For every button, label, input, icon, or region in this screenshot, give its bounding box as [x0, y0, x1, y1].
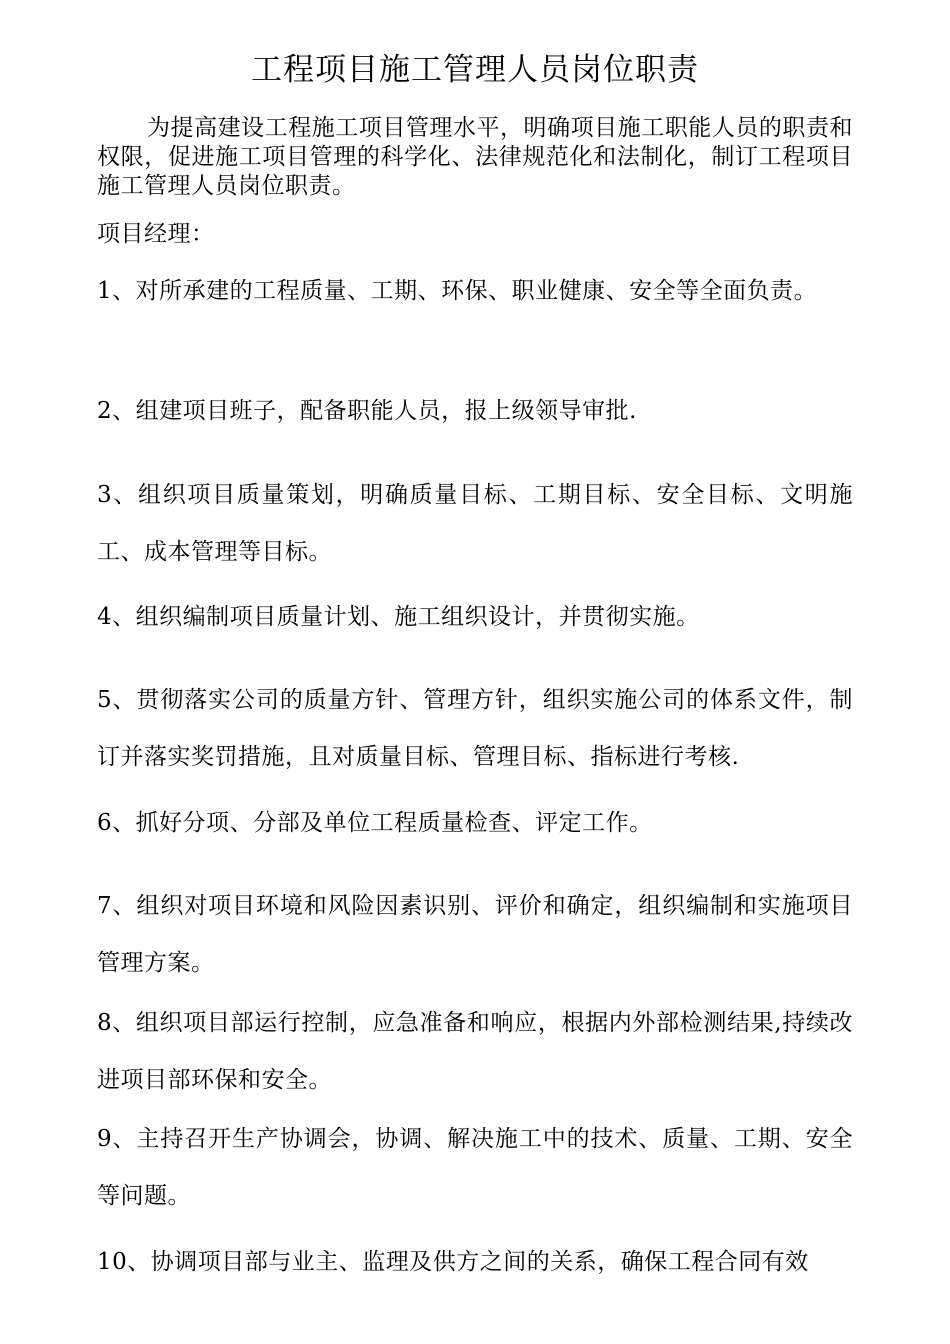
duty-item-6: 6、抓好分项、分部及单位工程质量检查、评定工作。 [97, 810, 653, 836]
duty-item-4: 4、组织编制项目质量计划、施工组织设计，并贯彻实施。 [97, 604, 700, 630]
duty-item-8: 8、组织项目部运行控制，应急准备和响应，根据内外部检测结果,持续改进项目部环保和安全。 [97, 1010, 853, 1093]
intro-paragraph: 为提高建设工程施工项目管理水平，明确项目施工职能人员的职责和权限，促进施工项目管理的科学化、法律规范化和法制化，制订工程项目施工管理人员岗位职责。 [97, 115, 853, 199]
duty-item-10: 10、协调项目部与业主、监理及供方之间的关系，确保工程合同有效 [97, 1249, 809, 1275]
document-title: 工程项目施工管理人员岗位职责 [251, 52, 699, 88]
duty-item-3: 3、组织项目质量策划，明确质量目标、工期目标、安全目标、文明施工、成本管理等目标。 [97, 482, 853, 565]
duty-item-5: 5、贯彻落实公司的质量方针、管理方针，组织实施公司的体系文件，制订并落实奖罚措施，且对质量目标、管理目标、指标进行考核. [97, 687, 853, 770]
section-heading-project-manager: 项目经理： [97, 221, 215, 247]
duty-item-2: 2、组建项目班子，配备职能人员，报上级领导审批. [97, 398, 637, 424]
duty-item-7: 7、组织对项目环境和风险因素识别、评价和确定，组织编制和实施项目管理方案。 [97, 893, 853, 976]
duty-item-9: 9、主持召开生产协调会，协调、解决施工中的技术、质量、工期、安全等问题。 [97, 1126, 853, 1209]
duty-item-1: 1、对所承建的工程质量、工期、环保、职业健康、安全等全面负责。 [97, 278, 818, 304]
